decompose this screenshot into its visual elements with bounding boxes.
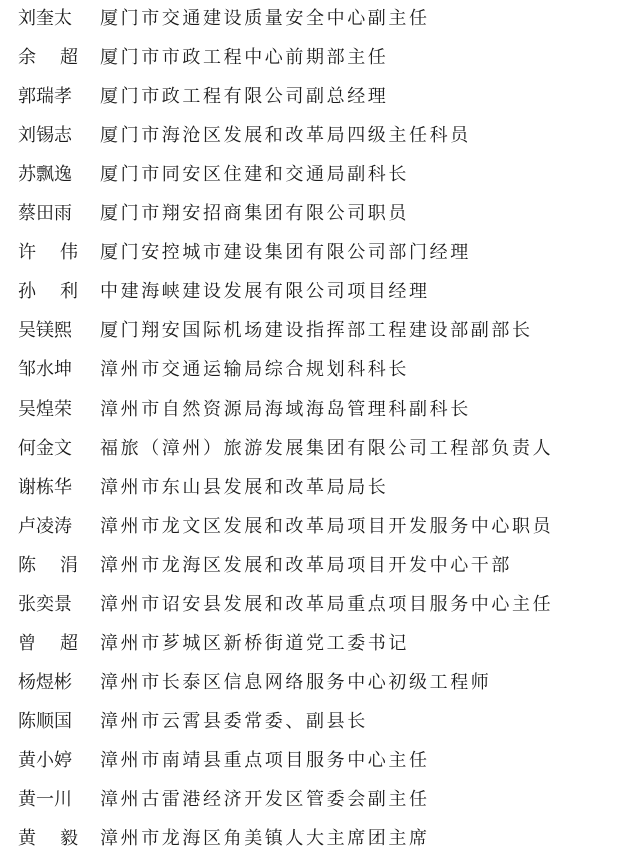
list-item <box>0 238 629 268</box>
person-name: 蔡田雨 <box>18 203 72 225</box>
person-title: 漳州市东山县发展和改革局局长 <box>100 476 389 498</box>
person-name: 张奕景 <box>18 593 72 615</box>
list-item <box>0 473 629 503</box>
person-title: 漳州市龙海区角美镇人大主席团主席 <box>100 828 430 850</box>
person-title: 厦门市交通建设质量安全中心副主任 <box>100 8 430 29</box>
list-item <box>0 824 629 854</box>
list-item <box>0 160 629 190</box>
person-title: 厦门翔安国际机场建设指挥部工程建设部副部长 <box>100 320 533 342</box>
list-item <box>0 434 629 464</box>
person-title: 漳州市龙海区发展和改革局项目开发中心干部 <box>100 554 512 576</box>
person-title: 漳州市云霄县委常委、副县长 <box>100 710 368 732</box>
person-title: 厦门市同安区住建和交通局副科长 <box>100 164 409 186</box>
person-name: 吴煌荣 <box>18 398 72 420</box>
person-name: 何金文 <box>18 437 72 459</box>
person-name: 黄一川 <box>18 789 72 810</box>
person-title: 漳州市南靖县重点项目服务中心主任 <box>100 749 430 771</box>
list-item <box>0 4 629 34</box>
person-title: 厦门市政工程有限公司副总经理 <box>100 86 389 108</box>
person-title: 厦门市海沧区发展和改革局四级主任科员 <box>100 125 471 147</box>
person-name: 刘奎太 <box>18 8 72 29</box>
person-title: 漳州古雷港经济开发区管委会副主任 <box>100 789 430 810</box>
list-item <box>0 355 629 385</box>
person-name: 陈涓 <box>18 554 102 576</box>
person-title: 厦门安控城市建设集团有限公司部门经理 <box>100 242 471 264</box>
list-item <box>0 707 629 737</box>
list-item <box>0 746 629 776</box>
person-title: 福旅（漳州）旅游发展集团有限公司工程部负责人 <box>100 437 554 459</box>
person-title: 漳州市长泰区信息网络服务中心初级工程师 <box>100 671 492 693</box>
list-item <box>0 316 629 346</box>
person-name: 陈顺国 <box>18 710 72 732</box>
list-item <box>0 121 629 151</box>
list-item <box>0 785 629 815</box>
list-item <box>0 395 629 425</box>
list-item <box>0 82 629 112</box>
person-name: 曾超 <box>18 632 102 654</box>
list-item <box>0 629 629 659</box>
person-name: 许伟 <box>18 242 102 264</box>
list-item <box>0 43 629 73</box>
person-name: 邹水坤 <box>18 359 72 381</box>
list-item <box>0 199 629 229</box>
person-title: 漳州市交通运输局综合规划科科长 <box>100 359 409 381</box>
person-title: 厦门市翔安招商集团有限公司职员 <box>100 203 409 225</box>
person-name: 余超 <box>18 47 102 69</box>
person-name: 刘锡志 <box>18 125 72 147</box>
list-item <box>0 590 629 620</box>
person-title: 漳州市自然资源局海域海岛管理科副科长 <box>100 398 471 420</box>
person-name: 孙利 <box>18 281 102 303</box>
list-item <box>0 551 629 581</box>
person-name: 郭瑞孝 <box>18 86 72 108</box>
person-name: 吴镁熙 <box>18 320 72 342</box>
person-name: 杨煜彬 <box>18 671 72 693</box>
list-item <box>0 512 629 542</box>
list-item <box>0 668 629 698</box>
person-name: 苏飘逸 <box>18 164 72 186</box>
person-title: 漳州市龙文区发展和改革局项目开发服务中心职员 <box>100 515 554 537</box>
list-item <box>0 277 629 307</box>
person-title: 漳州市诏安县发展和改革局重点项目服务中心主任 <box>100 593 554 615</box>
person-name: 黄毅 <box>18 828 102 850</box>
person-name: 卢凌涛 <box>18 515 72 537</box>
person-title: 漳州市芗城区新桥街道党工委书记 <box>100 632 409 654</box>
person-name: 黄小婷 <box>18 749 72 771</box>
person-title: 中建海峡建设发展有限公司项目经理 <box>100 281 430 303</box>
person-name: 谢栋华 <box>18 476 72 498</box>
person-title: 厦门市市政工程中心前期部主任 <box>100 47 389 69</box>
